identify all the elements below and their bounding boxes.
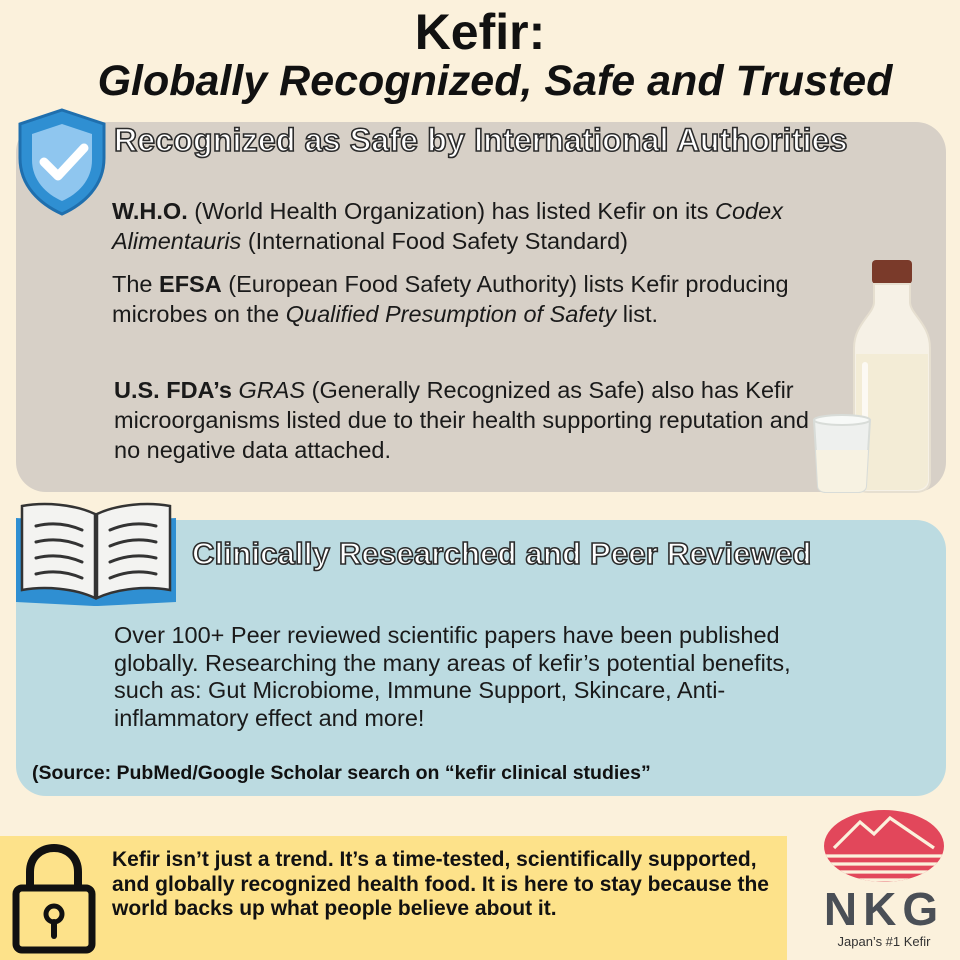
- efsa-paragraph: [112, 269, 842, 329]
- who-bold: W.H.O.: [112, 198, 188, 224]
- source-note: (Source: PubMed/Google Scholar search on “kefir clinical studies”: [32, 762, 651, 784]
- fda-bold: U.S. FDA’s: [114, 377, 232, 403]
- safety-heading: Recognized as Safe by International Authorities: [114, 122, 848, 158]
- logo-name: NKG: [823, 883, 945, 935]
- milk-bottle-icon: [806, 258, 942, 494]
- efsa-text1: (European Food Safety Authority) lists Kefir producing microbes on the: [112, 271, 789, 327]
- page-title: Kefir:: [414, 4, 546, 60]
- fda-text1: (Generally Recognized as Safe) also has Kefir microorganisms listed due to their health supporting reputation and no negative data attached.: [114, 377, 809, 463]
- logo-emblem: [820, 808, 948, 884]
- efsa-text2: list.: [616, 301, 658, 327]
- footer-text: Kefir isn’t just a trend. It’s a time-tested, scientifically supported, and globally recognized health food. It is here to stay because the world backs up what people believe about it.: [112, 848, 769, 920]
- research-heading: Clinically Researched and Peer Reviewed: [192, 536, 812, 571]
- efsa-bold: EFSA: [159, 271, 222, 297]
- fda-italic: GRAS: [238, 377, 306, 403]
- research-paragraph: Over 100+ Peer reviewed scientific papers have been published globally. Researching the many areas of kefir’s potential benefits, such as: Gut Microbiome, Immune Support, Skincare, Anti-inflammatory effect and more!: [114, 622, 791, 731]
- efsa-italic: Qualified Presumption of Safety: [285, 301, 617, 327]
- open-book-icon: [14, 498, 178, 606]
- efsa-prefix: The: [112, 271, 160, 297]
- who-text2: (International Food Safety Standard): [241, 228, 628, 254]
- nkg-logo: [820, 808, 948, 958]
- logo-tagline: Japan’s #1 Kefir: [837, 934, 931, 949]
- page-subtitle: Globally Recognized, Safe and Trusted: [97, 57, 893, 105]
- shield-check-icon: [12, 106, 112, 218]
- who-italic: Codex Alimentauris: [112, 198, 783, 254]
- who-paragraph: [112, 196, 832, 256]
- fda-paragraph: [114, 375, 814, 465]
- who-text1: (World Health Organization) has listed Kefir on its: [187, 198, 715, 224]
- padlock-icon: [10, 842, 98, 954]
